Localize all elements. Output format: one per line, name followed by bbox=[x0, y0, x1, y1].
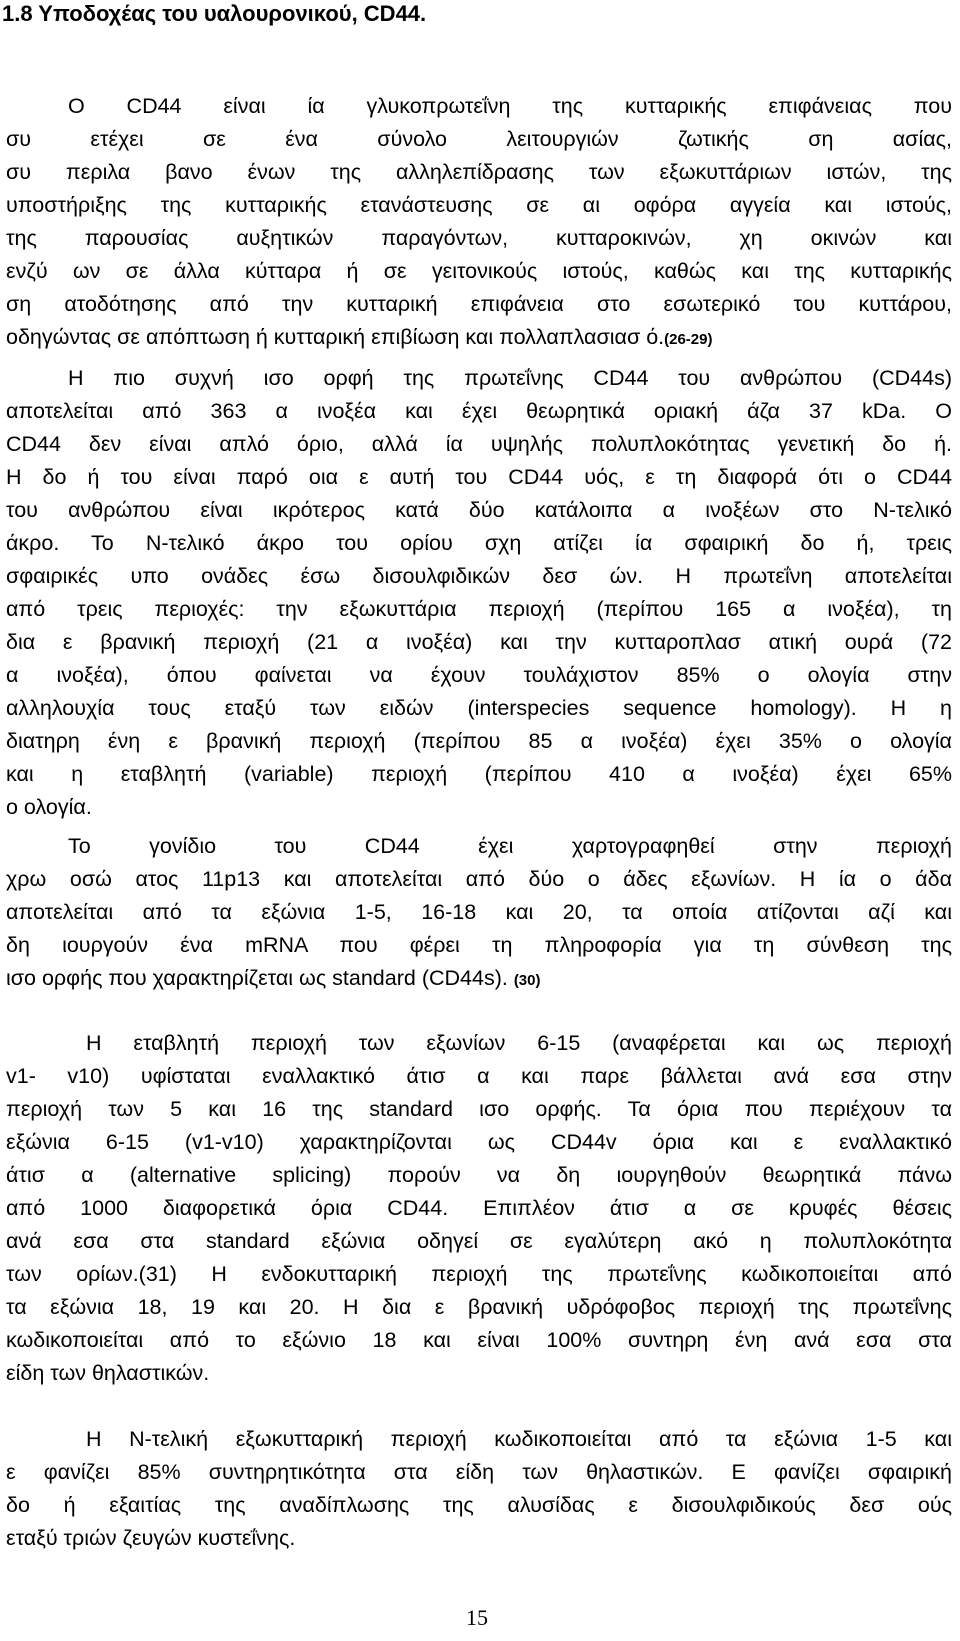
text-line bbox=[0, 962, 954, 995]
paragraph-cd44-function bbox=[0, 90, 954, 354]
text-line: συ ετέχει σε ένα σύνολο λειτουργιών ζωτικής ση ασίας, bbox=[6, 127, 952, 151]
text-line: CD44 δεν είναι απλό όριο, αλλά ία υψηλής πολυπλοκότητας γενετική δο ή. bbox=[6, 432, 952, 456]
text-line: από τρεις περιοχές: την εξωκυττάρια περιοχή (περίπου 165 α ινοξέα), τη bbox=[6, 597, 952, 621]
text-line: του ανθρώπου είναι ικρότερος κατά δύο κατάλοιπα α ινοξέων στο Ν-τελικό bbox=[6, 498, 952, 522]
text-line: κωδικοποιείται από το εξώνιο 18 και είναι 100% συντηρη ένη ανά εσα στα bbox=[6, 1328, 952, 1352]
text-line: των ορίων.(31) Η ενδοκυτταρική περιοχή της πρωτεΐνης κωδικοποιείται από bbox=[6, 1262, 952, 1286]
text-line: δη ιουργούν ένα mRNA που φέρει τη πληροφορία για τη σύνθεση της bbox=[6, 933, 952, 957]
text-line: από 1000 διαφορετικά όρια CD44. Επιπλέον άτισ α σε κρυφές θέσεις bbox=[6, 1196, 952, 1220]
text-line: v1- v10) υφίσταται εναλλακτικό άτισ α και παρε βάλλεται ανά εσα στην bbox=[6, 1064, 952, 1088]
text-line: Η εταβλητή περιοχή των εξωνίων 6-15 (αναφέρεται και ως περιοχή bbox=[86, 1031, 952, 1055]
paragraph-variable-region bbox=[0, 1027, 954, 1390]
section-heading: 1.8 Υποδοχέας του υαλουρονικού, CD44. bbox=[2, 1, 427, 26]
citation: (30) bbox=[513, 972, 541, 989]
text-line: υποστήριξης της κυτταρικής ετανάστευσης σε αι οφόρα αγγεία και ιστούς, bbox=[6, 193, 952, 217]
text-line bbox=[0, 321, 954, 354]
text-line: δο ή εξαιτίας της αναδίπλωσης της αλυσίδας ε δισουλφιδικούς δεσ ούς bbox=[6, 1493, 952, 1517]
text-line: Η πιο συχνή ισο ορφή της πρωτεΐνης CD44 του ανθρώπου (CD44s) bbox=[68, 366, 952, 390]
text-line: ανά εσα στα standard εξώνια οδηγεί σε εγαλύτερη ακό η πολυπλοκότητα bbox=[6, 1229, 952, 1253]
text-line: διατηρη ένη ε βρανική περιοχή (περίπου 85 α ινοξέα) έχει 35% ο ολογία bbox=[6, 729, 952, 753]
citation: (26-29) bbox=[664, 331, 713, 348]
text-line: Η δο ή του είναι παρό οια ε αυτή του CD44 υός, ε τη διαφορά ότι ο CD44 bbox=[6, 465, 952, 489]
text-line: Ο CD44 είναι ία γλυκοπρωτεΐνη της κυτταρικής επιφάνειας που bbox=[68, 94, 952, 118]
text-line: ο ολογία. bbox=[6, 795, 92, 819]
text-line: αποτελείται από τα εξώνια 1-5, 16-18 και 20, τα οποία ατίζονται αζί και bbox=[6, 900, 952, 924]
text-line: αλληλουχία τους εταξύ των ειδών (interspecies sequence homology). Η η bbox=[6, 696, 952, 720]
text-line: χρω οσώ ατος 11p13 και αποτελείται από δύο ο άδες εξωνίων. Η ία ο άδα bbox=[6, 867, 952, 891]
page-number: 15 bbox=[466, 1605, 488, 1630]
text-line: Το γονίδιο του CD44 έχει χαρτογραφηθεί στην περιοχή bbox=[68, 834, 952, 858]
text-line: ση ατοδότησης από την κυτταρική επιφάνεια στο εσωτερικό του κυττάρου, bbox=[6, 292, 952, 316]
paragraph-n-terminal-region bbox=[0, 1423, 954, 1555]
text-line: ε φανίζει 85% συντηρητικότητα στα είδη των θηλαστικών. Ε φανίζει σφαιρική bbox=[6, 1460, 952, 1484]
text-line-content: οδηγώντας σε απόπτωση ή κυτταρική επιβίωση και πολλαπλασιασ ό. bbox=[6, 325, 665, 349]
text-line: είδη των θηλαστικών. bbox=[6, 1361, 210, 1385]
text-line: άκρο. Το Ν-τελικό άκρο του ορίου σχη ατίζει ία σφαιρική δο ή, τρεις bbox=[6, 531, 952, 555]
text-line: περιοχή των 5 και 16 της standard ισο ορφής. Τα όρια που περιέχουν τα bbox=[6, 1097, 952, 1121]
text-line: άτισ α (alternative splicing) πορούν να δη ιουργηθούν θεωρητικά πάνω bbox=[6, 1163, 952, 1187]
text-line: α ινοξέα), όπου φαίνεται να έχουν τουλάχιστον 85% ο ολογία στην bbox=[6, 663, 952, 687]
text-line: τα εξώνια 18, 19 και 20. Η δια ε βρανική υδρόφοβος περιοχή της πρωτεΐνης bbox=[6, 1295, 952, 1319]
paragraph-cd44-gene bbox=[0, 830, 954, 995]
text-line: δια ε βρανική περιοχή (21 α ινοξέα) και την κυτταροπλασ ατική ουρά (72 bbox=[6, 630, 952, 654]
text-line: της παρουσίας αυξητικών παραγόντων, κυτταροκινών, χη οκινών και bbox=[6, 226, 952, 250]
text-line: συ περιλα βανο ένων της αλληλεπίδρασης των εξωκυττάριων ιστών, της bbox=[6, 160, 952, 184]
text-line: αποτελείται από 363 α ινοξέα και έχει θεωρητικά οριακή άζα 37 kDa. Ο bbox=[6, 399, 952, 423]
text-line: εξώνια 6-15 (v1-v10) χαρακτηρίζονται ως CD44v όρια και ε εναλλακτικό bbox=[6, 1130, 952, 1154]
text-line: σφαιρικές υπο ονάδες έσω δισουλφιδικών δεσ ών. Η πρωτεΐνη αποτελείται bbox=[6, 564, 952, 588]
text-line-content: ισο ορφής που χαρακτηρίζεται ως standard (CD44s). bbox=[6, 966, 508, 990]
paragraph-cd44-isoform bbox=[0, 362, 954, 824]
text-line: ενζύ ων σε άλλα κύτταρα ή σε γειτονικούς ιστούς, καθώς και της κυτταρικής bbox=[6, 259, 952, 283]
text-line: εταξύ τριών ζευγών κυστεΐνης. bbox=[6, 1526, 296, 1550]
text-line: και η εταβλητή (variable) περιοχή (περίπου 410 α ινοξέα) έχει 65% bbox=[6, 762, 952, 786]
text-line: Η Ν-τελική εξωκυτταρική περιοχή κωδικοποιείται από τα εξώνια 1-5 και bbox=[86, 1427, 952, 1451]
